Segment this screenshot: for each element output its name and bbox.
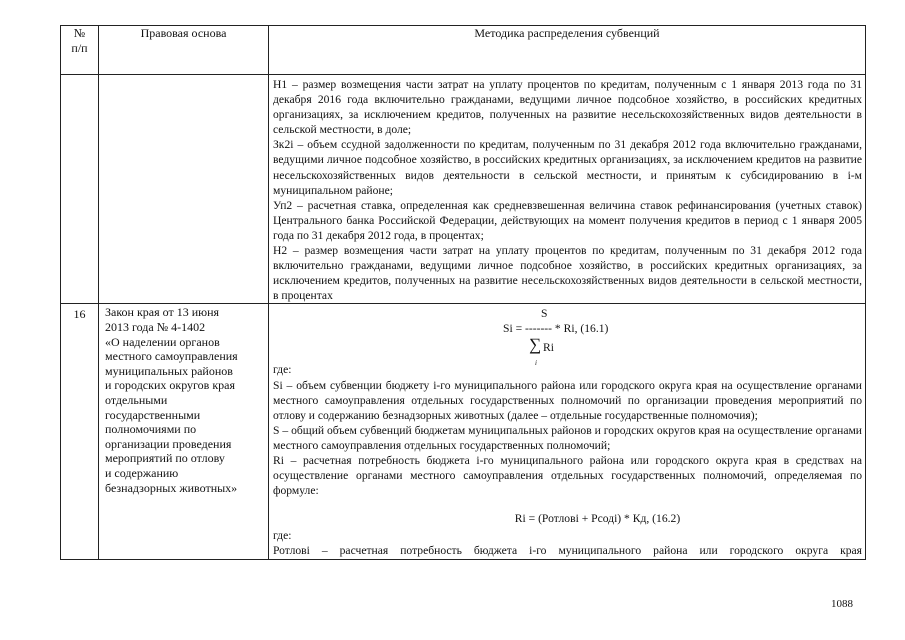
basis-line: муниципальных районов bbox=[105, 363, 233, 378]
header-number-sign: № bbox=[73, 26, 86, 40]
sigma-symbol: ∑ bbox=[529, 335, 542, 355]
cell-number-empty bbox=[61, 75, 99, 304]
cell-method-continued bbox=[269, 75, 866, 304]
basis-line: Закон края от 13 июня bbox=[105, 305, 220, 320]
formula-numerator: S bbox=[541, 307, 548, 321]
table-row-16 bbox=[61, 304, 866, 559]
page-number: 1088 bbox=[831, 598, 853, 610]
basis-line: безнадзорных животных» bbox=[105, 480, 238, 495]
paragraph-h2: Н2 – размер возмещения части затрат на уплату процентов по кредитам, полученным по 31 декабря 2012 года включительно гражданами, ведущими личное подсобное хозяйство, в российских кредитных организациях, за исключением кредитов, полученных на развитие несельскохозяйственных видов деятельности в сельской местности, в процентах bbox=[273, 244, 862, 303]
paragraph-si: Si – объем субвенции бюджету i-го муниципального района или городского округа края на осуществление органами местного самоуправления отдельных государственных полномочий по организации проведения мероприятий по отлову и содержанию безнадзорных животных (далее – отдельные государственные полномочия); bbox=[273, 378, 862, 422]
formula-denominator: Ri bbox=[543, 341, 554, 355]
row-number: 16 bbox=[61, 304, 99, 559]
header-method: Методика распределения субвенций bbox=[269, 26, 866, 75]
paragraph-h1: Н1 – размер возмещения части затрат на уплату процентов по кредитам, полученным с 1 января 2013 года по 31 декабря 2016 года включительно гражданами, ведущими личное подсобное хозяйство, в российских кредитных организациях, за исключением кредитов, полученных на развитие несельскохозяйственных видов деятельности в сельской местности, в доле; bbox=[273, 78, 862, 137]
cell-basis-empty bbox=[99, 75, 269, 304]
header-legal-basis: Правовая основа bbox=[99, 26, 269, 75]
paragraph-ri: Ri – расчетная потребность бюджета i-го муниципального района или городского округа края в средствах на осуществление органами местного самоуправления отдельных государственных полномочий, определяемая по формуле: bbox=[273, 453, 862, 498]
table-row-continued bbox=[61, 75, 866, 304]
header-number-pp: п/п bbox=[71, 41, 88, 55]
header-number bbox=[61, 26, 99, 75]
basis-line: и содержанию bbox=[105, 465, 179, 480]
basis-line: организации проведения bbox=[105, 436, 232, 451]
basis-line: мероприятий по отлову bbox=[105, 451, 225, 466]
basis-line: «О наделении органов bbox=[105, 334, 220, 349]
cell-method-16 bbox=[269, 304, 866, 559]
formula-subscript: i bbox=[535, 359, 537, 368]
paragraph-s: S – общий объем субвенций бюджетам муниципальных районов и городских округов края на осуществление органами местного самоуправления отдельных государственных полномочий; bbox=[273, 423, 862, 452]
gde-label: где: bbox=[273, 529, 292, 543]
paragraph-up2: Уп2 – расчетная ставка, определенная как средневзвешенная величина ставок рефинансирования (учетных ставок) Центрального банка Российской Федерации, действующих на момент получения кредитов в период с 1 января 2005 года по 31 декабря 2012 года, в процентах; bbox=[273, 198, 862, 242]
distribution-table bbox=[60, 25, 866, 560]
basis-line: государственными bbox=[105, 407, 201, 422]
formula-main-line: Si = ------- * Ri, (16.1) bbox=[503, 322, 609, 336]
basis-line: местного самоуправления bbox=[105, 349, 238, 364]
formula-16-2: Ri = (Ротлові + Рсоді) * Кд, (16.2) bbox=[514, 512, 681, 526]
formula-16-1 bbox=[273, 306, 862, 368]
basis-line: и городских округов края bbox=[105, 378, 236, 393]
table-header-row bbox=[61, 26, 866, 75]
basis-line: полномочиями по bbox=[105, 422, 197, 437]
paragraph-zk2i: Зк2i – объем ссудной задолженности по кредитам, полученным по 31 декабря 2012 года включительно гражданами, ведущими личное подсобное хозяйство, в российских кредитных организациях, за исключением кредитов на развитие несельскохозяйственных видов деятельности в сельской местности, и принятым к субсидированию в i-м муниципальном районе; bbox=[273, 138, 862, 197]
gde-label: где: bbox=[273, 363, 292, 377]
basis-line: отдельными bbox=[105, 392, 168, 407]
paragraph-rotlovi: Ротлові – расчетная потребность бюджета і-го муниципального района или городского округа края bbox=[273, 544, 862, 558]
basis-line: 2013 года № 4-1402 bbox=[105, 320, 206, 334]
cell-legal-basis bbox=[99, 304, 269, 559]
